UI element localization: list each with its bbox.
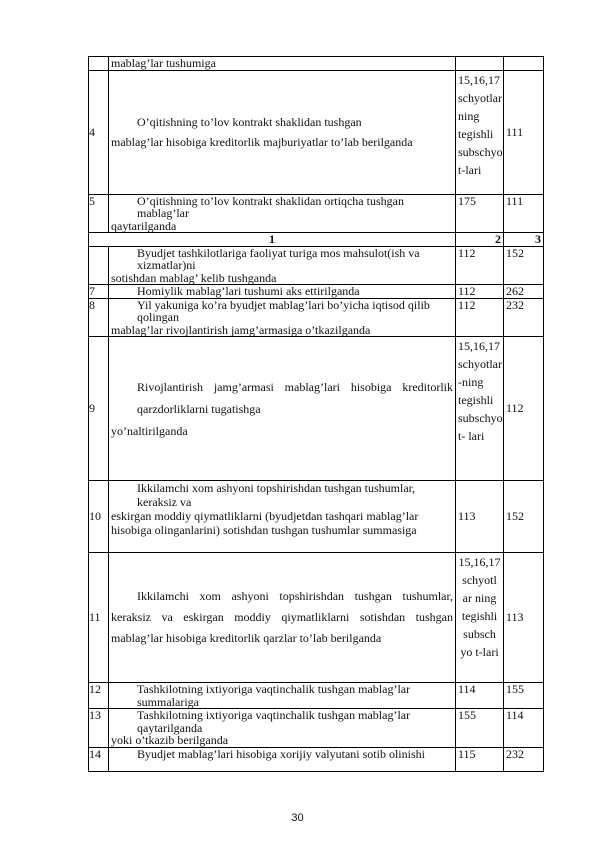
row-number: 9 <box>89 337 109 481</box>
debit-cell: 15,16,17 schyotl ar ning tegishli subsch yo t-lari <box>456 553 504 683</box>
description-line: mablag’lar hisobiga kreditorlik majburiyatlar to’lab berilganda <box>111 135 413 149</box>
row-description <box>109 337 456 481</box>
description-line: Tashkilotning ixtiyoriga vaqtinchalik tushgan mablag’lar summalariga <box>137 682 411 709</box>
column-number: 1 <box>89 233 456 247</box>
page-number: 30 <box>291 812 304 824</box>
table-row <box>89 246 544 285</box>
table-row <box>89 747 544 771</box>
row-number: 7 <box>89 285 109 299</box>
column-number: 3 <box>504 233 544 247</box>
debit-cell: 115 <box>456 747 504 771</box>
description-line: Ikkilamchi xom ashyoni topshirishdan tushgan tushumlar, keraksiz va <box>137 481 416 509</box>
row-number: 4 <box>89 70 109 194</box>
debit-cell: 175 <box>456 194 504 233</box>
description-line: Byudjet mablag’lari hisobiga xorijiy valyutani sotib olinishi <box>137 747 425 761</box>
row-description <box>109 298 456 337</box>
table-row <box>89 298 544 337</box>
debit-cell: 113 <box>456 481 504 553</box>
column-number: 2 <box>456 233 504 247</box>
credit-cell: 112 <box>504 337 544 481</box>
table-row <box>89 709 544 748</box>
debit-cell: 15,16,17 schyotlar -ning tegishli subschyo t- lari <box>456 337 504 481</box>
credit-cell: 262 <box>504 285 544 299</box>
row-number: 10 <box>89 481 109 553</box>
credit-cell: 152 <box>504 481 544 553</box>
description-line: mablag’lar rivojlantirish jamg’armasiga o’tkazilganda <box>111 322 371 337</box>
row-description <box>109 70 456 194</box>
table-row <box>89 553 544 683</box>
row-description <box>109 553 456 683</box>
table-row <box>89 70 544 194</box>
credit-cell <box>504 57 544 71</box>
debit-cell: 155 <box>456 709 504 748</box>
column-number-row <box>89 233 544 247</box>
description-line: mablag’lar tushumiga <box>111 56 216 70</box>
credit-cell: 232 <box>504 747 544 771</box>
table-row <box>89 194 544 233</box>
description-line: O’qitishning to’lov kontrakt shaklidan ortiqcha tushgan mablag’lar <box>137 194 404 220</box>
row-description <box>109 709 456 748</box>
description-line: yoki o’tkazib berilganda <box>111 733 229 747</box>
table-row <box>89 57 544 71</box>
credit-cell: 113 <box>504 553 544 683</box>
row-number <box>89 57 109 71</box>
credit-cell: 111 <box>504 70 544 194</box>
description-line: eskirgan moddiy qiymatliklarni (byudjetdan tashqari mablag’lar hisobiga olinganlarini) sotishdan tushgan tushumlar summasiga <box>111 509 419 537</box>
debit-cell <box>456 57 504 71</box>
description-line: O’qitishning to’lov kontrakt shaklidan tushgan <box>137 115 362 129</box>
debit-cell: 114 <box>456 683 504 709</box>
row-description <box>109 57 456 71</box>
table-row <box>89 683 544 709</box>
debit-cell: 112 <box>456 285 504 299</box>
row-description <box>109 285 456 299</box>
row-description <box>109 683 456 709</box>
debit-cell: 112 <box>456 246 504 285</box>
row-number: 5 <box>89 194 109 233</box>
debit-cell: 112 <box>456 298 504 337</box>
description-line: Tashkilotning ixtiyoriga vaqtinchalik tushgan mablag’lar qaytarilganda <box>137 708 411 735</box>
row-number: 12 <box>89 683 109 709</box>
description-line: sotishdan mablag’ kelib tushganda <box>111 270 277 285</box>
accounting-entries-table <box>88 56 544 772</box>
table-row <box>89 481 544 553</box>
row-description <box>109 194 456 233</box>
row-number: 8 <box>89 298 109 337</box>
table-row <box>89 285 544 299</box>
description-line: yo’naltirilganda <box>111 423 188 438</box>
debit-cell: 15,16,17 schyotlar ning tegishli subschyo t-lari <box>456 70 504 194</box>
row-description <box>109 481 456 553</box>
description-line: Homiylik mablag’lari tushumi aks ettirilganda <box>137 284 360 298</box>
credit-cell: 114 <box>504 709 544 748</box>
description-line: Rivojlantirish jamg’armasi mablag’lari hisobiga kreditorlik qarzdorliklarni tugatishga <box>137 379 453 416</box>
row-number: 13 <box>89 709 109 748</box>
description-line: Ikkilamchi xom ashyoni topshirishdan tushgan tushumlar, keraksiz va eskirgan moddiy qiymatliklarni sotishdan tushgan mablag’lar hisobiga kreditorlik qarzlar to’lab berilganda <box>111 589 453 645</box>
row-description <box>109 747 456 771</box>
row-number <box>89 246 109 285</box>
credit-cell: 155 <box>504 683 544 709</box>
credit-cell: 111 <box>504 194 544 233</box>
credit-cell: 232 <box>504 298 544 337</box>
row-number: 14 <box>89 747 109 771</box>
row-number: 11 <box>89 553 109 683</box>
row-description <box>109 246 456 285</box>
credit-cell: 152 <box>504 246 544 285</box>
description-line: qaytarilganda <box>111 218 177 233</box>
table-row <box>89 337 544 481</box>
description-line: Byudjet tashkilotlariga faoliyat turiga mos mahsulot(ish va xizmatlar)ni <box>137 246 420 272</box>
description-line: Yil yakuniga ko’ra byudjet mablag’lari bo’yicha iqtisod qilib qolingan <box>137 298 430 324</box>
